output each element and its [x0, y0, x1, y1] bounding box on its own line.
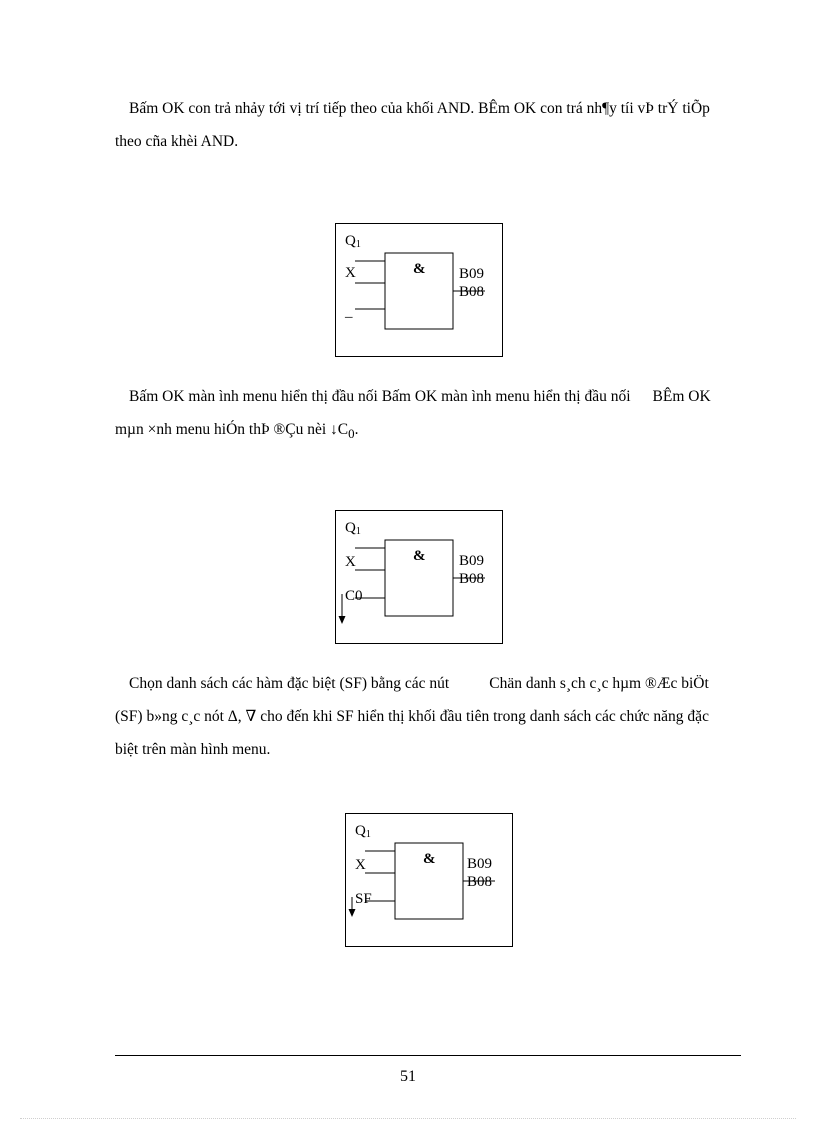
paragraph-2-tail: .: [354, 421, 359, 438]
paragraph-2-text-b: BÊm OK mµn ×nh menu hiÓn thÞ ®Çu nèi ↓C: [115, 388, 711, 438]
output-b08-label: B08: [459, 284, 485, 300]
output-b08-label: B08: [459, 571, 485, 587]
output-b09-label: B09: [459, 266, 485, 282]
q-label: Q1: [345, 520, 361, 537]
output-b08-label: B08: [467, 874, 493, 890]
page-number: 51: [400, 1068, 416, 1085]
input-x-label: X: [355, 857, 366, 873]
footer-rule: [115, 1055, 741, 1056]
paragraph-3-text-a: Chọn danh sách các hàm đặc biệt (SF) bằng các nút: [129, 675, 450, 692]
input-x-label: X: [345, 554, 356, 570]
paragraph-3: [115, 667, 725, 766]
and-gate-symbol: &: [413, 548, 426, 564]
input-3-label: SF: [355, 891, 372, 907]
q-label: Q1: [355, 823, 371, 840]
input-3-label: C0: [345, 588, 363, 604]
diagram-and-block-3: [345, 813, 513, 947]
output-b09-label: B09: [459, 553, 485, 569]
input-x-label: X: [345, 265, 356, 281]
paragraph-3-text-b: Chän danh s¸ch c¸c hµm ®Æc biÖt (SF) b»ng c¸c nót Δ, ∇ cho đến khi SF hiển thị khối đầu tiên trong danh sách các chức năng đặc biệt trên màn hình menu.: [115, 675, 709, 758]
input-3-label: –: [345, 309, 353, 325]
diagram-and-block-1: [335, 223, 503, 357]
down-arrow-icon: [339, 616, 346, 624]
output-b09-label: B09: [467, 856, 493, 872]
and-gate-symbol: &: [423, 851, 436, 867]
page-edge-divider: [20, 1118, 796, 1119]
paragraph-2-subscript: 0: [348, 426, 355, 442]
and-gate-symbol: &: [413, 261, 426, 277]
paragraph-1: [115, 92, 725, 158]
diagram-and-block-2: [335, 510, 503, 644]
paragraph-2-text-a: Bấm OK màn ình menu hiển thị đầu nối Bấm OK màn ình menu hiển thị đầu nối: [129, 388, 631, 405]
q-label: Q1: [345, 233, 361, 250]
down-arrow-icon: [349, 909, 356, 917]
paragraph-1-text: Bấm OK con trả nhảy tới vị trí tiếp theo của khối AND. BÊm OK con trá nh¶y tíi vÞ trÝ tiÕp theo cña khèi AND.: [115, 100, 710, 150]
paragraph-2: [115, 380, 725, 450]
